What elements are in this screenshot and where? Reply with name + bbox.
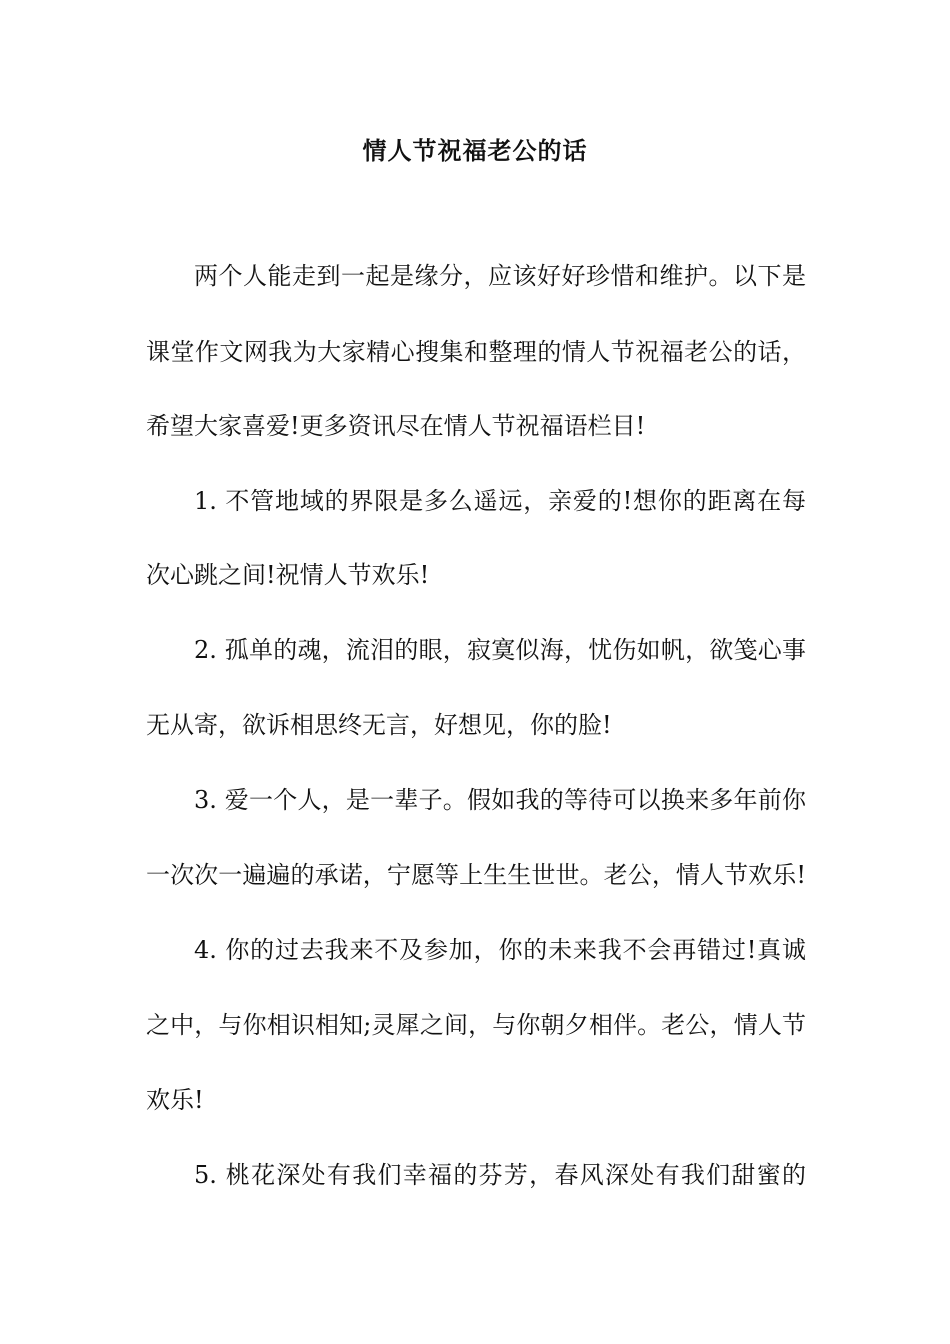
wish-3-line-1: 3. 爱一个人，是一辈子。假如我的等待可以换来多年前你 [194, 786, 806, 814]
wish-4-line-2: 之中，与你相识相知;灵犀之间，与你朝夕相伴。老公，情人节 [146, 1011, 806, 1039]
wish-4-line-1: 4. 你的过去我来不及参加，你的未来我不会再错过!真诚 [194, 936, 806, 964]
paragraph-intro-line-1: 两个人能走到一起是缘分，应该好好珍惜和维护。以下是 [194, 262, 806, 290]
wish-2-line-1: 2. 孤单的魂，流泪的眼，寂寞似海，忧伤如帆，欲笺心事 [194, 636, 806, 664]
wish-5-line-1: 5. 桃花深处有我们幸福的芬芳，春风深处有我们甜蜜的 [194, 1161, 806, 1189]
wish-2-line-2: 无从寄，欲诉相思终无言，好想见，你的脸! [146, 711, 612, 739]
paragraph-intro-line-2: 课堂作文网我为大家精心搜集和整理的情人节祝福老公的话， [146, 338, 806, 366]
wish-1-line-1: 1. 不管地域的界限是多么遥远，亲爱的!想你的距离在每 [194, 487, 806, 515]
document-title: 情人节祝福老公的话 [362, 136, 588, 165]
wish-3-line-2: 一次次一遍遍的承诺，宁愿等上生生世世。老公，情人节欢乐! [146, 861, 806, 889]
paragraph-intro-line-3: 希望大家喜爱!更多资讯尽在情人节祝福语栏目! [146, 412, 646, 440]
wish-4-line-3: 欢乐! [146, 1086, 204, 1114]
wish-1-line-2: 次心跳之间!祝情人节欢乐! [146, 561, 430, 589]
